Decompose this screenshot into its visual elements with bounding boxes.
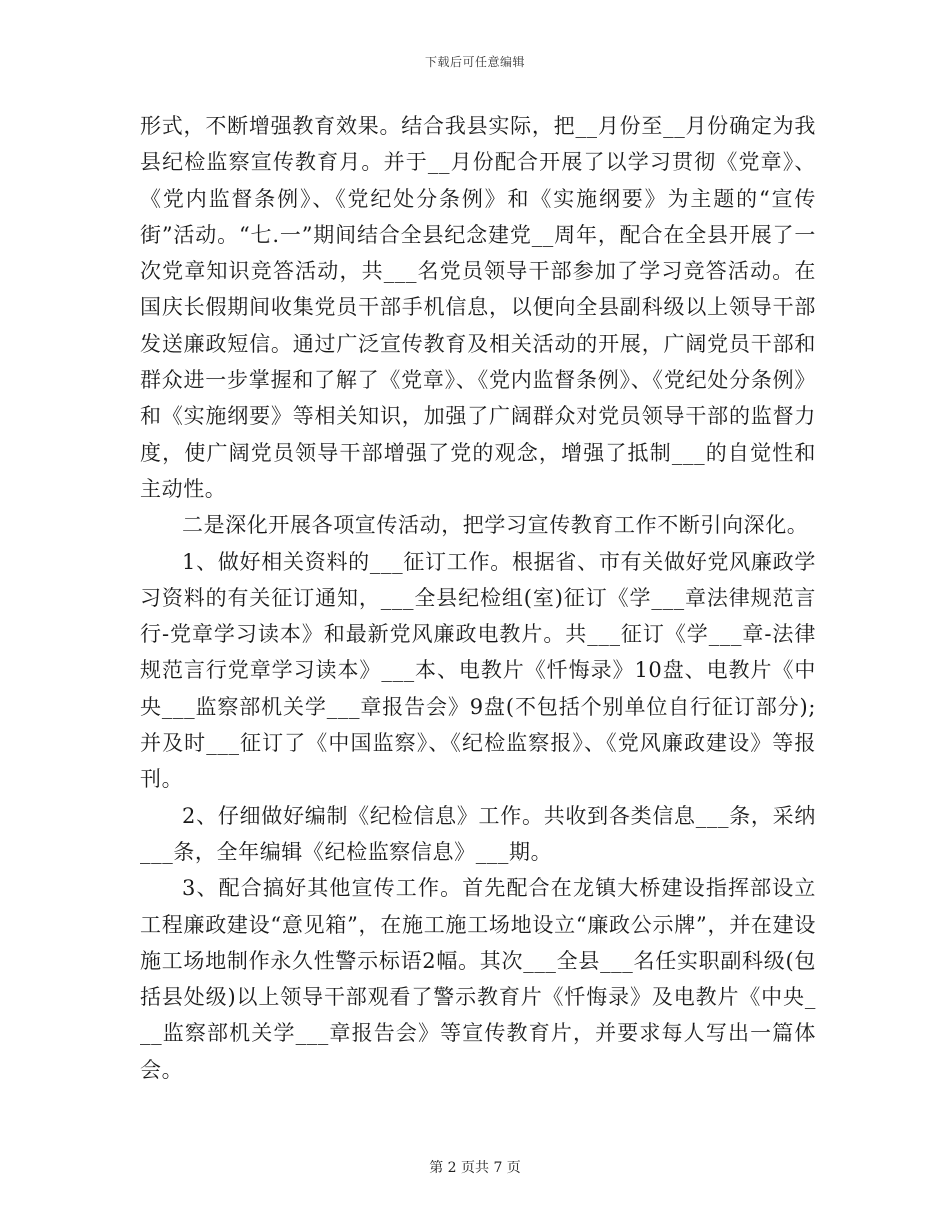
paragraph-2: 二是深化开展各项宣传活动，把学习宣传教育工作不断引向深化。 <box>182 513 809 538</box>
page-number: 第 2 页共 7 页 <box>429 1160 521 1176</box>
paragraph-4: 2、仔细做好编制《纪检信息》工作。共收到各类信息___条，采纳___条，全年编辑《纪检监察信息》___期。 <box>140 803 816 864</box>
paragraph-5: 3、配合搞好其他宣传工作。首先配合在龙镇大桥建设指挥部设立工程廉政建设“意见箱”，在施工施工场地设立“廉政公示牌”，并在建设施工场地制作永久性警示标语2幅。其次___全县___名任实职副科级(包括县处级)以上领导干部观看了警示教育片《忏悔录》及电教片《中央___监察部机关学___章报告会》等宣传教育片，并要求每人写出一篇体会。 <box>140 876 816 1082</box>
paragraph-3: 1、做好相关资料的___征订工作。根据省、市有关做好党风廉政学习资料的有关征订通知，___全县纪检组(室)征订《学___章法律规范言行-党章学习读本》和最新党风廉政电教片。共___征订《学___章-法律规范言行党章学习读本》___本、电教片《忏悔录》10盘、电教片《中央___监察部机关学___章报告会》9盘(不包括个别单位自行征订部分);并及时___征订了《中国监察》、《纪检监察报》、《党风廉政建设》等报刊。 <box>140 549 816 792</box>
paragraph-1: 形式，不断增强教育效果。结合我县实际，把__月份至__月份确定为我县纪检监察宣传教育月。并于__月份配合开展了以学习贯彻《党章》、《党内监督条例》、《党纪处分条例》和《实施纲要》为主题的“宣传街”活动。“七.一”期间结合全县纪念建党__周年，配合在全县开展了一次党章知识竞答活动，共___名党员领导干部参加了学习竞答活动。在国庆长假期间收集党员干部手机信息，以便向全县副科级以上领导干部发送廉政短信。通过广泛宣传教育及相关活动的开展，广阔党员干部和群众进一步掌握和了解了《党章》、《党内监督条例》、《党纪处分条例》和《实施纲要》等相关知识，加强了广阔群众对党员领导干部的监督力度，使广阔党员领导干部增强了党的观念，增强了抵制___的自觉性和主动性。 <box>140 114 816 501</box>
document-body <box>140 108 816 1088</box>
page-header: 下载后可任意编辑 <box>424 55 525 69</box>
